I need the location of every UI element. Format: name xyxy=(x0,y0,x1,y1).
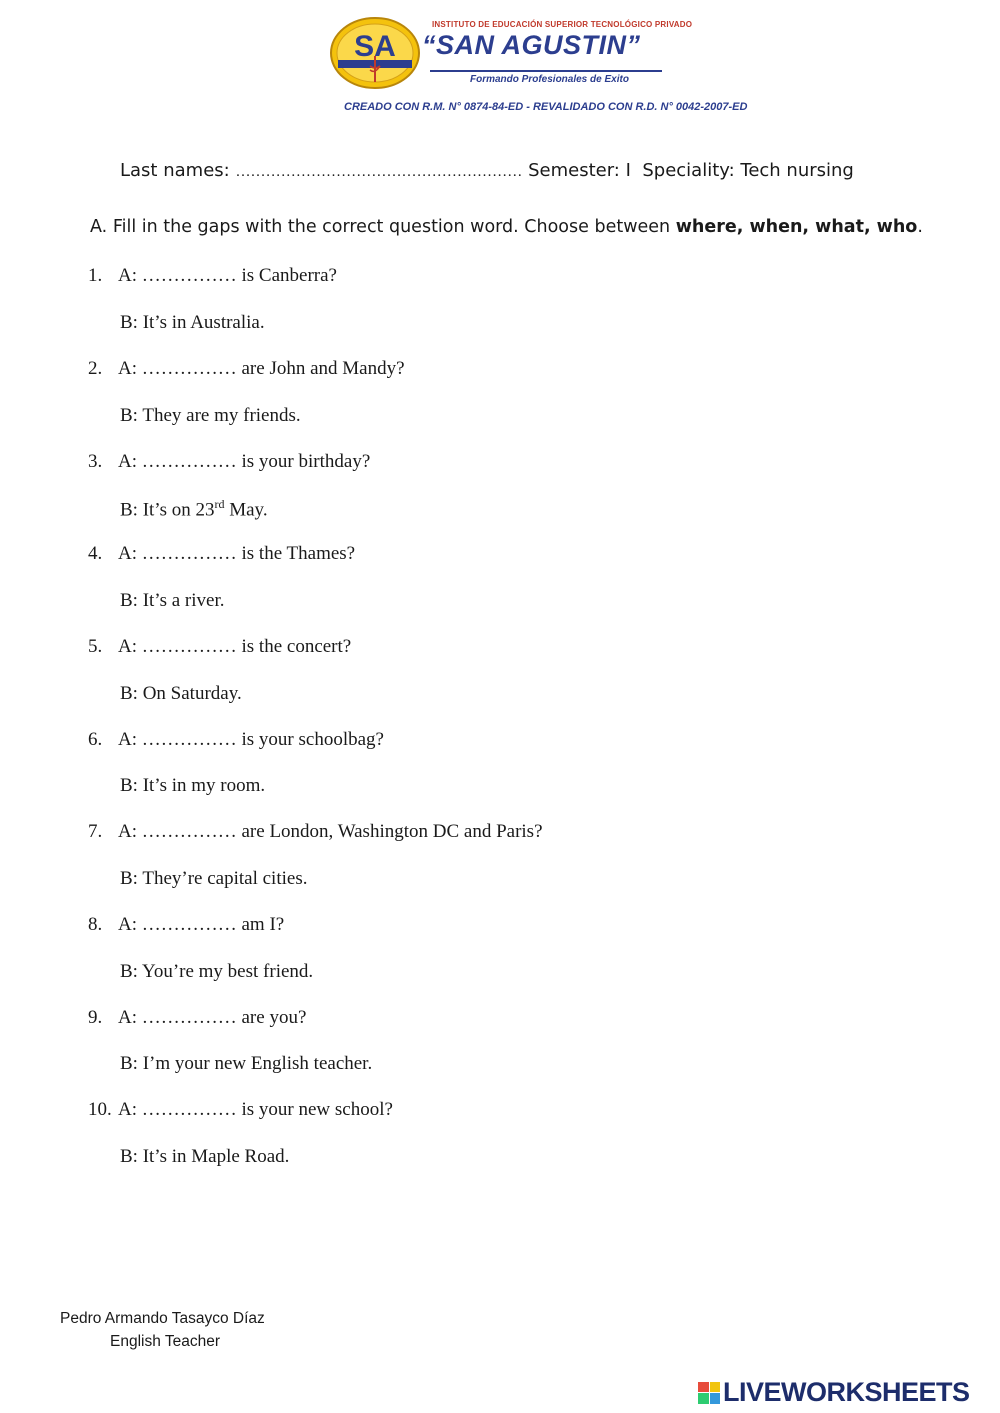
question-5 xyxy=(88,636,351,658)
question-10 xyxy=(88,1099,393,1121)
question-9 xyxy=(88,1007,306,1029)
instruction-options: where, when, what, who xyxy=(675,217,918,237)
question-number: 2. xyxy=(88,358,103,379)
answer-4: B: It’s a river. xyxy=(120,590,225,611)
last-names-label: Last names: xyxy=(120,160,230,181)
last-names-blank[interactable]: ………………………………………………… xyxy=(235,164,523,180)
answer-2: B: They are my friends. xyxy=(120,405,301,426)
question-text[interactable]: A: …………… are London, Washington DC and Paris? xyxy=(118,821,543,842)
question-text[interactable]: A: …………… is the concert? xyxy=(118,636,352,657)
question-text[interactable]: A: …………… are John and Mandy? xyxy=(118,358,405,379)
question-number: 7. xyxy=(88,821,103,842)
speciality-label: Speciality: Tech nursing xyxy=(642,160,854,181)
liveworksheets-brand[interactable] xyxy=(698,1377,970,1408)
answer-8: B: You’re my best friend. xyxy=(120,961,314,982)
question-text[interactable]: A: …………… are you? xyxy=(118,1007,307,1028)
question-number: 10. xyxy=(88,1099,112,1120)
question-number: 1. xyxy=(88,265,103,286)
answer-10: B: It’s in Maple Road. xyxy=(120,1146,290,1167)
semester-label: Semester: I xyxy=(528,160,631,181)
institute-name: “SAN AGUSTIN” xyxy=(422,30,641,60)
question-2 xyxy=(88,358,405,380)
question-1 xyxy=(88,265,337,287)
teacher-name: Pedro Armando Tasayco Díaz xyxy=(60,1310,265,1327)
instruction-text: Fill in the gaps with the correct question word. Choose between xyxy=(112,217,671,237)
question-4 xyxy=(88,543,355,565)
question-text[interactable]: A: …………… is Canberra? xyxy=(118,265,337,286)
answer-5: B: On Saturday. xyxy=(120,683,242,704)
institute-logo xyxy=(330,16,420,90)
instruction-letter: A. xyxy=(90,217,108,237)
question-text[interactable]: A: …………… is the Thames? xyxy=(118,543,356,564)
registration-line: CREADO CON R.M. N° 0874-84-ED - REVALIDADO CON R.D. N° 0042-2007-ED xyxy=(344,101,748,113)
liveworksheets-logo-text: LIVEWORKSHEETS xyxy=(723,1377,970,1407)
question-7 xyxy=(88,821,543,843)
question-8 xyxy=(88,914,284,936)
question-text[interactable]: A: …………… is your birthday? xyxy=(118,451,371,472)
question-text[interactable]: A: …………… is your new school? xyxy=(118,1099,393,1120)
answer-3: B: It’s on 23rd May. xyxy=(120,497,268,521)
answer-7: B: They’re capital cities. xyxy=(120,868,308,889)
question-number: 6. xyxy=(88,729,103,750)
institute-type: INSTITUTO DE EDUCACIÓN SUPERIOR TECNOLÓGICO PRIVADO xyxy=(432,20,693,29)
question-text[interactable]: A: …………… is your schoolbag? xyxy=(118,729,384,750)
liveworksheets-icon xyxy=(698,1382,720,1404)
question-3 xyxy=(88,451,370,473)
question-number: 8. xyxy=(88,914,103,935)
question-number: 5. xyxy=(88,636,103,657)
answer-1: B: It’s in Australia. xyxy=(120,312,265,333)
teacher-role: English Teacher xyxy=(110,1333,221,1350)
answer-6: B: It’s in my room. xyxy=(120,775,266,796)
question-number: 9. xyxy=(88,1007,103,1028)
question-number: 3. xyxy=(88,451,103,472)
student-info-line xyxy=(120,160,854,181)
question-number: 4. xyxy=(88,543,103,564)
question-text[interactable]: A: …………… am I? xyxy=(118,914,285,935)
institute-slogan: Formando Profesionales de Exito xyxy=(470,74,629,85)
header-divider xyxy=(430,70,662,72)
instruction: A. Fill in the gaps with the correct question word. Choose between where, when, what, who. xyxy=(90,217,923,237)
logo-monogram: SA xyxy=(354,30,396,63)
question-6 xyxy=(88,729,384,751)
answer-9: B: I’m your new English teacher. xyxy=(120,1053,373,1074)
